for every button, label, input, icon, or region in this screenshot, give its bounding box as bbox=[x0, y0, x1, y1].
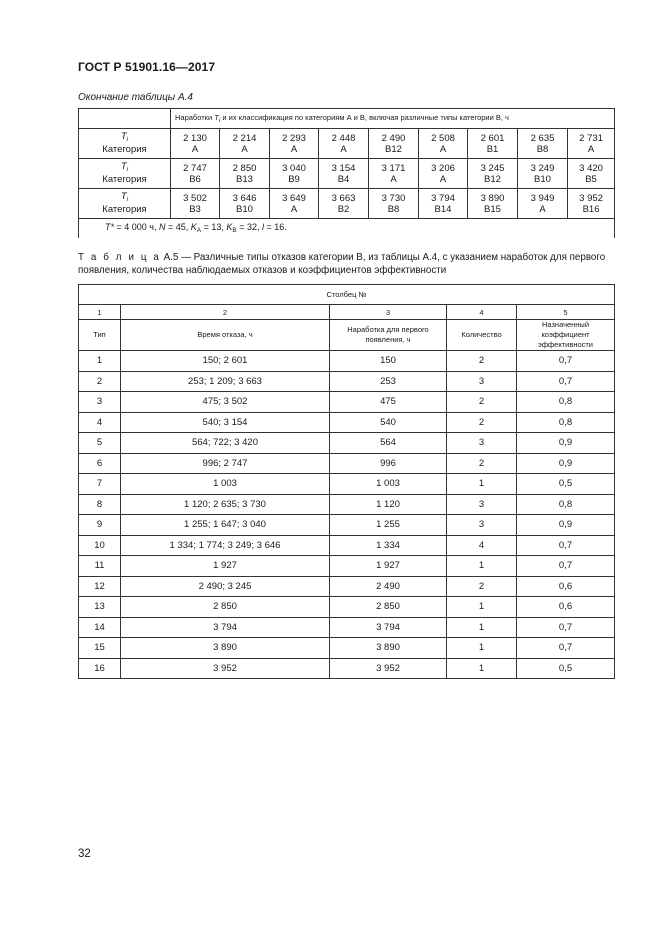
cell-failure-times: 1 003 bbox=[121, 474, 330, 495]
table-a4-footnote: T* = 4 000 ч, N = 45, $K_A = 13$, $K_B = 32$, l = 16. bbox=[79, 219, 615, 239]
cell-count: 2 bbox=[447, 351, 517, 372]
cell-failure-times: 253; 1 209; 3 663 bbox=[121, 371, 330, 392]
cell-count: 1 bbox=[447, 617, 517, 638]
cell-category: B6 bbox=[189, 173, 201, 185]
cell-type: 13 bbox=[79, 597, 121, 618]
cell-type: 15 bbox=[79, 638, 121, 659]
table-row bbox=[79, 474, 615, 495]
cell-count: 2 bbox=[447, 453, 517, 474]
row-label-category: Категория bbox=[102, 174, 147, 185]
row-label bbox=[79, 129, 171, 159]
table-a4-cell bbox=[419, 129, 468, 159]
cell-category: A bbox=[290, 143, 298, 155]
cell-first-occurrence: 3 794 bbox=[330, 617, 447, 638]
row-label-category: Категория bbox=[102, 144, 147, 155]
table-a4-header-row bbox=[79, 109, 615, 129]
cell-efficiency: 0,8 bbox=[517, 392, 615, 413]
cell-value: 3 890 bbox=[480, 192, 505, 204]
cell-value: 3 649 bbox=[282, 192, 306, 204]
row-label-i: i bbox=[126, 166, 129, 173]
cell-category: B8 bbox=[387, 203, 400, 215]
cell-first-occurrence: 564 bbox=[330, 433, 447, 454]
cell-category: B13 bbox=[236, 173, 253, 185]
cell-efficiency: 0,7 bbox=[517, 638, 615, 659]
table-a4-cell bbox=[518, 129, 568, 159]
cell-efficiency: 0,9 bbox=[517, 515, 615, 536]
cell-value: 2 490 bbox=[381, 132, 406, 144]
cell-category: B8 bbox=[536, 143, 549, 155]
cell-failure-times: 540; 3 154 bbox=[121, 412, 330, 433]
table-row bbox=[79, 494, 615, 515]
table-row bbox=[79, 576, 615, 597]
cell-value: 2 508 bbox=[431, 132, 455, 144]
cell-category: A bbox=[241, 143, 248, 155]
table-a4-cell bbox=[568, 189, 615, 219]
cell-first-occurrence: 150 bbox=[330, 351, 447, 372]
cell-failure-times: 150; 2 601 bbox=[121, 351, 330, 372]
cell-efficiency: 0,8 bbox=[517, 412, 615, 433]
table-a5-group-header-row bbox=[79, 285, 615, 305]
cell-category: A bbox=[439, 143, 447, 155]
column-header-failure-time: Время отказа, ч bbox=[121, 320, 330, 351]
cell-count: 4 bbox=[447, 535, 517, 556]
cell-efficiency: 0,8 bbox=[517, 494, 615, 515]
cell-type: 16 bbox=[79, 658, 121, 679]
cell-efficiency: 0,7 bbox=[517, 535, 615, 556]
row-label-t: T bbox=[120, 131, 127, 142]
cell-value: 3 646 bbox=[232, 192, 257, 204]
cell-first-occurrence: 1 003 bbox=[330, 474, 447, 495]
cell-type: 6 bbox=[79, 453, 121, 474]
table-a4-cell bbox=[369, 129, 419, 159]
table-a4-caption: Окончание таблицы А.4 bbox=[78, 92, 193, 103]
column-number: 5 bbox=[517, 305, 615, 320]
cell-efficiency: 0,6 bbox=[517, 597, 615, 618]
column-header-efficiency: Назначенный коэффициент эффективности bbox=[517, 320, 615, 351]
column-header-count: Количество bbox=[447, 320, 517, 351]
cell-category: B14 bbox=[434, 203, 452, 215]
cell-count: 1 bbox=[447, 474, 517, 495]
table-a4-cell bbox=[468, 159, 518, 189]
cell-failure-times: 3 794 bbox=[121, 617, 330, 638]
cell-first-occurrence: 3 952 bbox=[330, 658, 447, 679]
table-row bbox=[79, 433, 615, 454]
column-header-type: Тип bbox=[79, 320, 121, 351]
cell-count: 2 bbox=[447, 576, 517, 597]
table-a4-cell bbox=[220, 159, 270, 189]
table-a4-cell bbox=[319, 159, 369, 189]
cell-efficiency: 0,5 bbox=[517, 474, 615, 495]
cell-value: 2 747 bbox=[183, 162, 207, 174]
cell-count: 1 bbox=[447, 597, 517, 618]
column-number: 4 bbox=[447, 305, 517, 320]
table-a4-cell bbox=[171, 129, 220, 159]
cell-category: B10 bbox=[236, 203, 253, 215]
table-row bbox=[79, 617, 615, 638]
cell-category: A bbox=[290, 203, 298, 215]
cell-value: 2 731 bbox=[579, 132, 603, 144]
table-row bbox=[79, 638, 615, 659]
table-a4-row bbox=[79, 189, 615, 219]
cell-first-occurrence: 253 bbox=[330, 371, 447, 392]
table-a4-header-corner bbox=[79, 109, 171, 129]
cell-efficiency: 0,7 bbox=[517, 617, 615, 638]
cell-category: B12 bbox=[385, 143, 402, 155]
cell-value: 3 794 bbox=[431, 192, 455, 204]
column-header-first-occurrence: Наработка для первого появления, ч bbox=[330, 320, 447, 351]
cell-type: 14 bbox=[79, 617, 121, 638]
cell-count: 2 bbox=[447, 392, 517, 413]
cell-value: 3 206 bbox=[431, 162, 455, 174]
cell-type: 10 bbox=[79, 535, 121, 556]
column-number: 3 bbox=[330, 305, 447, 320]
cell-failure-times: 996; 2 747 bbox=[121, 453, 330, 474]
table-a4-cell bbox=[369, 159, 419, 189]
table-row bbox=[79, 658, 615, 679]
cell-first-occurrence: 1 927 bbox=[330, 556, 447, 577]
cell-category: B1 bbox=[486, 143, 499, 155]
table-a4-footnote-row bbox=[79, 219, 615, 239]
cell-value: 3 154 bbox=[331, 162, 356, 174]
cell-first-occurrence: 2 850 bbox=[330, 597, 447, 618]
cell-category: A bbox=[539, 203, 546, 215]
cell-category: B4 bbox=[337, 173, 350, 185]
row-label bbox=[79, 189, 171, 219]
cell-type: 2 bbox=[79, 371, 121, 392]
table-a5-caption: Т а б л и ц а А.5 — Различные типы отказов категории В, из таблицы А.4, с указанием наработок для первого появления, количества наблюдаемых отказов и коэффициентов эффективности bbox=[78, 252, 606, 276]
cell-first-occurrence: 540 bbox=[330, 412, 447, 433]
cell-category: B5 bbox=[585, 173, 597, 185]
cell-failure-times: 1 120; 2 635; 3 730 bbox=[121, 494, 330, 515]
cell-failure-times: 3 890 bbox=[121, 638, 330, 659]
cell-value: 3 040 bbox=[282, 162, 306, 174]
cell-failure-times: 2 490; 3 245 bbox=[121, 576, 330, 597]
cell-value: 3 171 bbox=[381, 162, 406, 174]
cell-value: 3 249 bbox=[530, 162, 555, 174]
table-a5 bbox=[78, 284, 615, 679]
row-label bbox=[79, 159, 171, 189]
cell-first-occurrence: 3 890 bbox=[330, 638, 447, 659]
row-label-category: Категория bbox=[102, 204, 147, 215]
cell-value: 3 420 bbox=[579, 162, 603, 174]
column-number: 1 bbox=[79, 305, 121, 320]
cell-type: 9 bbox=[79, 515, 121, 536]
cell-category: B16 bbox=[582, 203, 600, 215]
cell-category: B3 bbox=[189, 203, 201, 215]
cell-category: B9 bbox=[288, 173, 300, 185]
cell-first-occurrence: 475 bbox=[330, 392, 447, 413]
table-a4-cell bbox=[171, 159, 220, 189]
table-a4-cell bbox=[220, 189, 270, 219]
table-row bbox=[79, 351, 615, 372]
cell-value: 2 448 bbox=[331, 132, 356, 144]
cell-value: 3 663 bbox=[331, 192, 356, 204]
cell-category: B12 bbox=[484, 173, 501, 185]
table-a4-cell bbox=[518, 159, 568, 189]
cell-failure-times: 3 952 bbox=[121, 658, 330, 679]
cell-efficiency: 0,7 bbox=[517, 556, 615, 577]
cell-count: 3 bbox=[447, 494, 517, 515]
cell-failure-times: 2 850 bbox=[121, 597, 330, 618]
cell-first-occurrence: 996 bbox=[330, 453, 447, 474]
document-header: ГОСТ Р 51901.16—2017 bbox=[78, 60, 216, 74]
cell-type: 4 bbox=[79, 412, 121, 433]
cell-type: 11 bbox=[79, 556, 121, 577]
cell-count: 3 bbox=[447, 371, 517, 392]
cell-type: 7 bbox=[79, 474, 121, 495]
table-a4-cell bbox=[270, 159, 319, 189]
table-a5-column-numbers-row bbox=[79, 305, 615, 320]
table-a4-header: Наработки $T_i$ и их классификация по категориям А и В, включая различные типы категории В, ч bbox=[171, 109, 615, 129]
cell-value: 3 949 bbox=[530, 192, 555, 204]
table-a5-group-header: Столбец № bbox=[79, 285, 615, 305]
cell-efficiency: 0,9 bbox=[517, 433, 615, 454]
table-a4-cell bbox=[468, 129, 518, 159]
table-a4 bbox=[78, 108, 615, 238]
row-label-i: i bbox=[126, 136, 129, 143]
table-row bbox=[79, 515, 615, 536]
cell-efficiency: 0,7 bbox=[517, 351, 615, 372]
cell-value: 3 952 bbox=[579, 192, 603, 204]
cell-type: 3 bbox=[79, 392, 121, 413]
cell-value: 2 293 bbox=[282, 132, 306, 144]
table-a4-cell bbox=[171, 189, 220, 219]
cell-first-occurrence: 1 120 bbox=[330, 494, 447, 515]
cell-type: 1 bbox=[79, 351, 121, 372]
table-a4-cell bbox=[468, 189, 518, 219]
table-row bbox=[79, 556, 615, 577]
cell-value: 2 635 bbox=[530, 132, 555, 144]
cell-first-occurrence: 1 255 bbox=[330, 515, 447, 536]
cell-efficiency: 0,5 bbox=[517, 658, 615, 679]
row-label-t: T bbox=[120, 161, 127, 172]
table-a4-cell bbox=[419, 159, 468, 189]
cell-failure-times: 1 927 bbox=[121, 556, 330, 577]
cell-failure-times: 1 255; 1 647; 3 040 bbox=[121, 515, 330, 536]
cell-failure-times: 475; 3 502 bbox=[121, 392, 330, 413]
cell-category: A bbox=[191, 143, 199, 155]
cell-efficiency: 0,7 bbox=[517, 371, 615, 392]
column-number: 2 bbox=[121, 305, 330, 320]
cell-type: 5 bbox=[79, 433, 121, 454]
page-number: 32 bbox=[78, 848, 91, 860]
cell-value: 2 601 bbox=[480, 132, 505, 144]
cell-category: B15 bbox=[484, 203, 501, 215]
table-a4-cell bbox=[518, 189, 568, 219]
cell-count: 1 bbox=[447, 638, 517, 659]
table-a4-cell bbox=[568, 159, 615, 189]
table-row bbox=[79, 371, 615, 392]
table-a4-cell bbox=[568, 129, 615, 159]
cell-efficiency: 0,9 bbox=[517, 453, 615, 474]
cell-type: 8 bbox=[79, 494, 121, 515]
cell-count: 2 bbox=[447, 412, 517, 433]
cell-count: 3 bbox=[447, 515, 517, 536]
cell-first-occurrence: 2 490 bbox=[330, 576, 447, 597]
cell-category: A bbox=[439, 173, 447, 185]
table-a4-cell bbox=[319, 129, 369, 159]
cell-value: 3 730 bbox=[381, 192, 406, 204]
table-a4-cell bbox=[270, 129, 319, 159]
table-a4-row bbox=[79, 159, 615, 189]
table-row bbox=[79, 392, 615, 413]
table-row bbox=[79, 597, 615, 618]
table-a4-row bbox=[79, 129, 615, 159]
cell-category: A bbox=[390, 173, 397, 185]
cell-efficiency: 0,6 bbox=[517, 576, 615, 597]
table-row bbox=[79, 412, 615, 433]
cell-type: 12 bbox=[79, 576, 121, 597]
cell-count: 3 bbox=[447, 433, 517, 454]
cell-category: A bbox=[587, 143, 595, 155]
cell-failure-times: 1 334; 1 774; 3 249; 3 646 bbox=[121, 535, 330, 556]
cell-value: 3 502 bbox=[183, 192, 207, 204]
cell-category: B2 bbox=[337, 203, 350, 215]
table-a4-cell bbox=[220, 129, 270, 159]
cell-value: 2 850 bbox=[232, 162, 257, 174]
row-label-i: i bbox=[126, 196, 129, 203]
cell-category: A bbox=[340, 143, 347, 155]
table-a4-cell bbox=[319, 189, 369, 219]
row-label-t: T bbox=[120, 191, 127, 202]
cell-value: 2 130 bbox=[183, 132, 207, 144]
table-a4-cell bbox=[419, 189, 468, 219]
cell-failure-times: 564; 722; 3 420 bbox=[121, 433, 330, 454]
table-a4-cell bbox=[369, 189, 419, 219]
cell-value: 2 214 bbox=[232, 132, 257, 144]
table-a4-cell bbox=[270, 189, 319, 219]
table-a5-column-names-row bbox=[79, 320, 615, 351]
table-row bbox=[79, 453, 615, 474]
cell-first-occurrence: 1 334 bbox=[330, 535, 447, 556]
cell-category: B10 bbox=[534, 173, 551, 185]
cell-count: 1 bbox=[447, 658, 517, 679]
cell-count: 1 bbox=[447, 556, 517, 577]
table-row bbox=[79, 535, 615, 556]
cell-value: 3 245 bbox=[480, 162, 505, 174]
